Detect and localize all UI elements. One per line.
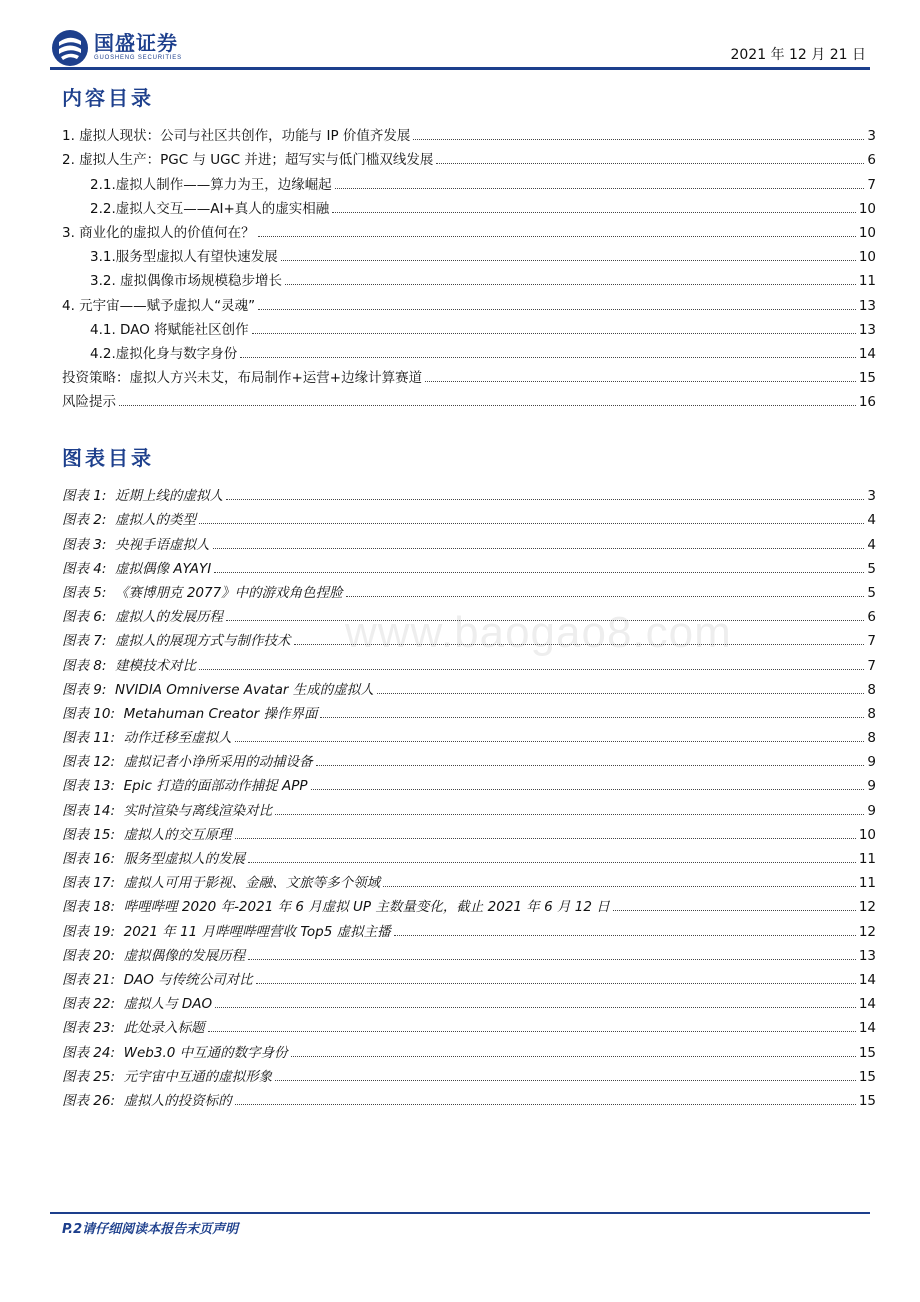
figure-list-item-label bbox=[62, 944, 245, 964]
dot-leader bbox=[258, 236, 856, 237]
toc-item[interactable] bbox=[62, 144, 876, 168]
figure-caption: 此处录入标题 bbox=[123, 1020, 205, 1037]
page-number: 13 bbox=[858, 321, 876, 338]
figure-list-title: 图表目录 bbox=[62, 446, 154, 470]
page-number: 13 bbox=[858, 297, 876, 314]
figure-caption: 虚拟人的交互原理 bbox=[123, 826, 232, 843]
toc-item-label: 4.2.虚拟化身与数字身份 bbox=[90, 345, 238, 362]
page-number: 8 bbox=[867, 705, 876, 722]
dot-leader bbox=[214, 572, 864, 573]
dot-leader bbox=[394, 935, 856, 936]
page-number: 3 bbox=[867, 128, 876, 145]
figure-list-item-label bbox=[62, 847, 245, 867]
dot-leader bbox=[383, 886, 856, 887]
figure-number: 图表 5: bbox=[62, 584, 107, 601]
figure-list-item[interactable] bbox=[62, 553, 876, 577]
brand-name-cn: 国盛证券 bbox=[94, 31, 178, 55]
dot-leader bbox=[332, 212, 856, 213]
figure-list-item[interactable] bbox=[62, 1061, 876, 1085]
page-number: 15 bbox=[858, 1044, 876, 1061]
dot-leader bbox=[613, 910, 856, 911]
figure-list-item[interactable] bbox=[62, 504, 876, 528]
page-number: 7 bbox=[867, 633, 876, 650]
dot-leader bbox=[199, 523, 864, 524]
figure-number: 图表 12: bbox=[62, 754, 116, 771]
figure-list-item[interactable] bbox=[62, 770, 876, 794]
page-number: 16 bbox=[858, 394, 876, 411]
figure-caption: 虚拟人的类型 bbox=[115, 512, 197, 529]
dot-leader bbox=[285, 284, 856, 285]
figure-caption: 实时渲染与离线渲染对比 bbox=[123, 802, 273, 819]
dot-leader bbox=[256, 983, 856, 984]
dot-leader bbox=[291, 1056, 856, 1057]
figure-caption: 虚拟人的发展历程 bbox=[115, 609, 224, 626]
figure-caption: 动作迁移至虚拟人 bbox=[123, 730, 232, 747]
dot-leader bbox=[436, 163, 864, 164]
figure-number: 图表 25: bbox=[62, 1068, 116, 1085]
toc-item-label: 4. 元宇宙——赋予虚拟人“灵魂” bbox=[62, 297, 256, 314]
dot-leader bbox=[248, 862, 856, 863]
figure-list-item[interactable] bbox=[62, 1012, 876, 1036]
toc-item[interactable] bbox=[62, 289, 876, 313]
page-number: 11 bbox=[858, 851, 876, 867]
toc-list bbox=[62, 120, 876, 410]
figure-number: 图表 22: bbox=[62, 996, 116, 1013]
page-number: 8 bbox=[867, 681, 876, 698]
page-number: 9 bbox=[867, 778, 876, 795]
figure-list-item[interactable] bbox=[62, 722, 876, 746]
dot-leader bbox=[213, 548, 865, 549]
page-number: 15 bbox=[858, 1068, 876, 1085]
toc-item-label: 风险提示 bbox=[62, 394, 116, 411]
figure-number: 图表 10: bbox=[62, 705, 116, 722]
page-number: 9 bbox=[867, 802, 876, 819]
guosheng-logo-icon bbox=[50, 28, 90, 68]
figure-number: 图表 6: bbox=[62, 609, 107, 626]
toc-item-label: 3.1.服务型虚拟人有望快速发展 bbox=[90, 249, 278, 266]
toc-item[interactable] bbox=[62, 362, 876, 386]
dot-leader bbox=[248, 959, 856, 960]
figure-number: 图表 13: bbox=[62, 778, 116, 795]
figure-caption: 虚拟人的投资标的 bbox=[123, 1092, 232, 1109]
figure-caption: 元宇宙中互通的虚拟形象 bbox=[123, 1068, 273, 1085]
dot-leader bbox=[235, 838, 856, 839]
page-number: 7 bbox=[867, 176, 876, 193]
figure-list-item-label bbox=[62, 508, 196, 528]
figure-number: 图表 20: bbox=[62, 947, 116, 964]
figure-list-item[interactable] bbox=[62, 867, 876, 891]
dot-leader bbox=[240, 357, 856, 358]
figure-number: 图表 1: bbox=[62, 488, 107, 505]
figure-list-item-label bbox=[62, 823, 232, 843]
figure-caption: 2021 年 11 月哔哩哔哩营收 Top5 虚拟主播 bbox=[123, 923, 391, 940]
dot-leader bbox=[377, 693, 865, 694]
toc-item[interactable] bbox=[62, 265, 876, 289]
figure-list-item[interactable] bbox=[62, 819, 876, 843]
dot-leader bbox=[346, 596, 865, 597]
figure-caption: 央视手语虚拟人 bbox=[115, 536, 210, 553]
figure-list-item-label bbox=[62, 992, 212, 1012]
figure-list-item[interactable] bbox=[62, 988, 876, 1012]
toc-item-label: 1. 虚拟人现状：公司与社区共创作，功能与 IP 价值齐发展 bbox=[62, 128, 411, 145]
page-number: 14 bbox=[858, 971, 876, 988]
page-number: 10 bbox=[858, 249, 876, 266]
figure-list-item-label bbox=[62, 557, 211, 577]
figure-caption: Epic 打造的面部动作捕捉 APP bbox=[123, 778, 308, 795]
figure-number: 图表 14: bbox=[62, 802, 116, 819]
dot-leader bbox=[316, 765, 865, 766]
figure-number: 图表 26: bbox=[62, 1092, 116, 1109]
dot-leader bbox=[275, 814, 864, 815]
figure-list-item-label bbox=[62, 1089, 232, 1109]
dot-leader bbox=[320, 717, 864, 718]
figure-number: 图表 8: bbox=[62, 657, 107, 674]
toc-item-label: 投资策略：虚拟人方兴未艾，布局制作+运营+边缘计算赛道 bbox=[62, 370, 423, 387]
toc-item[interactable] bbox=[62, 217, 876, 241]
figure-list bbox=[62, 480, 876, 1109]
figure-list-item-label bbox=[62, 654, 196, 674]
toc-item-label: 2. 虚拟人生产：PGC 与 UGC 并进；超写实与低门槛双线发展 bbox=[62, 152, 434, 169]
figure-list-item[interactable] bbox=[62, 1036, 876, 1060]
page-number: 5 bbox=[867, 560, 876, 577]
dot-leader bbox=[425, 381, 856, 382]
figure-list-item-label bbox=[62, 605, 223, 625]
figure-list-item[interactable] bbox=[62, 577, 876, 601]
figure-list-item-label bbox=[62, 871, 380, 891]
figure-list-item[interactable] bbox=[62, 1085, 876, 1109]
toc-item[interactable] bbox=[62, 338, 876, 362]
figure-number: 图表 18: bbox=[62, 899, 116, 916]
figure-list-item[interactable] bbox=[62, 843, 876, 867]
page-number: 10 bbox=[858, 224, 876, 241]
brand bbox=[94, 32, 182, 62]
watermark: www.baogao8.com bbox=[345, 608, 732, 657]
figure-caption: 《赛博朋克 2077》中的游戏角色捏脸 bbox=[115, 584, 343, 601]
page-number: 5 bbox=[867, 584, 876, 601]
figure-list-item[interactable] bbox=[62, 480, 876, 504]
figure-caption: Web3.0 中互通的数字身份 bbox=[123, 1044, 288, 1061]
figure-number: 图表 21: bbox=[62, 971, 116, 988]
footer-disclaimer: P.2请仔细阅读本报告末页声明 bbox=[62, 1222, 239, 1237]
figure-caption: 虚拟偶像的发展历程 bbox=[123, 947, 246, 964]
dot-leader bbox=[208, 1031, 856, 1032]
figure-list-item[interactable] bbox=[62, 915, 876, 939]
page-number: 3 bbox=[867, 488, 876, 505]
page-header bbox=[0, 0, 920, 70]
dot-leader bbox=[226, 499, 864, 500]
toc-item[interactable] bbox=[62, 193, 876, 217]
page-number: 12 bbox=[858, 899, 876, 916]
page-number: 14 bbox=[858, 996, 876, 1013]
figure-caption: 虚拟人可用于影视、金融、文旅等多个领域 bbox=[123, 875, 381, 892]
page-number: 4 bbox=[867, 536, 876, 553]
figure-number: 图表 16: bbox=[62, 851, 116, 867]
figure-list-item-label bbox=[62, 1065, 272, 1085]
figure-list-item[interactable] bbox=[62, 674, 876, 698]
page-number: 6 bbox=[867, 609, 876, 626]
page-number: 11 bbox=[858, 875, 876, 892]
dot-leader bbox=[281, 260, 856, 261]
figure-number: 图表 15: bbox=[62, 826, 116, 843]
figure-list-item-label bbox=[62, 726, 232, 746]
toc-item[interactable] bbox=[62, 120, 876, 144]
dot-leader bbox=[252, 333, 856, 334]
figure-caption: 服务型虚拟人的发展 bbox=[123, 851, 246, 867]
figure-list-item-label bbox=[62, 678, 374, 698]
figure-list-item-label bbox=[62, 750, 313, 770]
figure-list-item[interactable] bbox=[62, 940, 876, 964]
dot-leader bbox=[235, 741, 865, 742]
toc-item-label: 4.1. DAO 将赋能社区创作 bbox=[90, 321, 249, 338]
figure-list-item-label bbox=[62, 920, 391, 940]
page-number: 12 bbox=[858, 923, 876, 940]
figure-caption: Metahuman Creator 操作界面 bbox=[123, 705, 318, 722]
figure-list-item-label bbox=[62, 1016, 205, 1036]
page-number: 6 bbox=[867, 152, 876, 169]
figure-caption: 虚拟记者小诤所采用的动捕设备 bbox=[123, 754, 313, 771]
figure-list-item-label bbox=[62, 581, 343, 601]
figure-caption: 哔哩哔哩 2020 年-2021 年 6 月虚拟 UP 主数量变化，截止 2021 年 6 月 12 日 bbox=[123, 899, 610, 916]
figure-number: 图表 9: bbox=[62, 681, 107, 698]
figure-list-item[interactable] bbox=[62, 964, 876, 988]
figure-number: 图表 24: bbox=[62, 1044, 116, 1061]
figure-list-item[interactable] bbox=[62, 794, 876, 818]
figure-caption: 近期上线的虚拟人 bbox=[115, 488, 224, 505]
figure-list-item-label bbox=[62, 895, 610, 915]
dot-leader bbox=[215, 1007, 856, 1008]
header-divider bbox=[50, 67, 870, 70]
figure-number: 图表 11: bbox=[62, 730, 116, 747]
figure-caption: NVIDIA Omniverse Avatar 生成的虚拟人 bbox=[115, 681, 374, 698]
figure-list-item-label bbox=[62, 968, 253, 988]
toc-item[interactable] bbox=[62, 168, 876, 192]
dot-leader bbox=[235, 1104, 856, 1105]
figure-list-item-label bbox=[62, 533, 210, 553]
report-date: 2021 年 12 月 21 日 bbox=[730, 47, 866, 63]
page-number: 10 bbox=[858, 200, 876, 217]
figure-list-item-label bbox=[62, 799, 272, 819]
page-number: 11 bbox=[858, 273, 876, 290]
figure-list-item[interactable] bbox=[62, 891, 876, 915]
toc-item[interactable] bbox=[62, 241, 876, 265]
page-number: 13 bbox=[858, 947, 876, 964]
dot-leader bbox=[199, 669, 864, 670]
page-number: 4 bbox=[867, 512, 876, 529]
figure-list-item-label bbox=[62, 629, 291, 649]
figure-number: 图表 4: bbox=[62, 560, 107, 577]
brand-name-en: GUOSHENG SECURITIES bbox=[94, 55, 182, 61]
page-number: 8 bbox=[867, 730, 876, 747]
figure-list-item-label bbox=[62, 484, 223, 504]
figure-number: 图表 19: bbox=[62, 923, 116, 940]
footer-divider bbox=[50, 1212, 870, 1214]
toc-item-label: 3.2. 虚拟偶像市场规模稳步增长 bbox=[90, 273, 283, 290]
toc-item-label: 3. 商业化的虚拟人的价值何在？ bbox=[62, 224, 255, 241]
page-number: 10 bbox=[858, 826, 876, 843]
toc-item-label: 2.2.虚拟人交互——AI+真人的虚实相融 bbox=[90, 200, 330, 217]
figure-number: 图表 7: bbox=[62, 633, 107, 650]
figure-caption: 虚拟人与 DAO bbox=[123, 996, 213, 1013]
toc-item[interactable] bbox=[62, 386, 876, 410]
figure-list-item[interactable] bbox=[62, 698, 876, 722]
figure-caption: DAO 与传统公司对比 bbox=[123, 971, 253, 988]
figure-caption: 虚拟偶像 AYAYI bbox=[115, 560, 212, 577]
dot-leader bbox=[119, 405, 856, 406]
dot-leader bbox=[275, 1080, 856, 1081]
figure-list-item[interactable] bbox=[62, 528, 876, 552]
figure-caption: 建模技术对比 bbox=[115, 657, 197, 674]
figure-caption: 虚拟人的展现方式与制作技术 bbox=[115, 633, 291, 650]
page-number: 14 bbox=[858, 345, 876, 362]
page-number: 15 bbox=[858, 1092, 876, 1109]
page-number: 15 bbox=[858, 370, 876, 387]
toc-title: 内容目录 bbox=[62, 86, 154, 110]
figure-list-item-label bbox=[62, 702, 317, 722]
page-number: 14 bbox=[858, 1020, 876, 1037]
dot-leader bbox=[413, 139, 864, 140]
toc-item[interactable] bbox=[62, 314, 876, 338]
figure-list-item-label bbox=[62, 1041, 288, 1061]
figure-number: 图表 17: bbox=[62, 875, 116, 892]
dot-leader bbox=[311, 789, 865, 790]
toc-item-label: 2.1.虚拟人制作——算力为王，边缘崛起 bbox=[90, 176, 332, 193]
figure-list-item-label bbox=[62, 774, 308, 794]
figure-number: 图表 2: bbox=[62, 512, 107, 529]
page-number: 9 bbox=[867, 754, 876, 771]
figure-number: 图表 23: bbox=[62, 1020, 116, 1037]
page-number: 7 bbox=[867, 657, 876, 674]
figure-number: 图表 3: bbox=[62, 536, 107, 553]
figure-list-item[interactable] bbox=[62, 746, 876, 770]
dot-leader bbox=[335, 188, 865, 189]
dot-leader bbox=[258, 309, 856, 310]
